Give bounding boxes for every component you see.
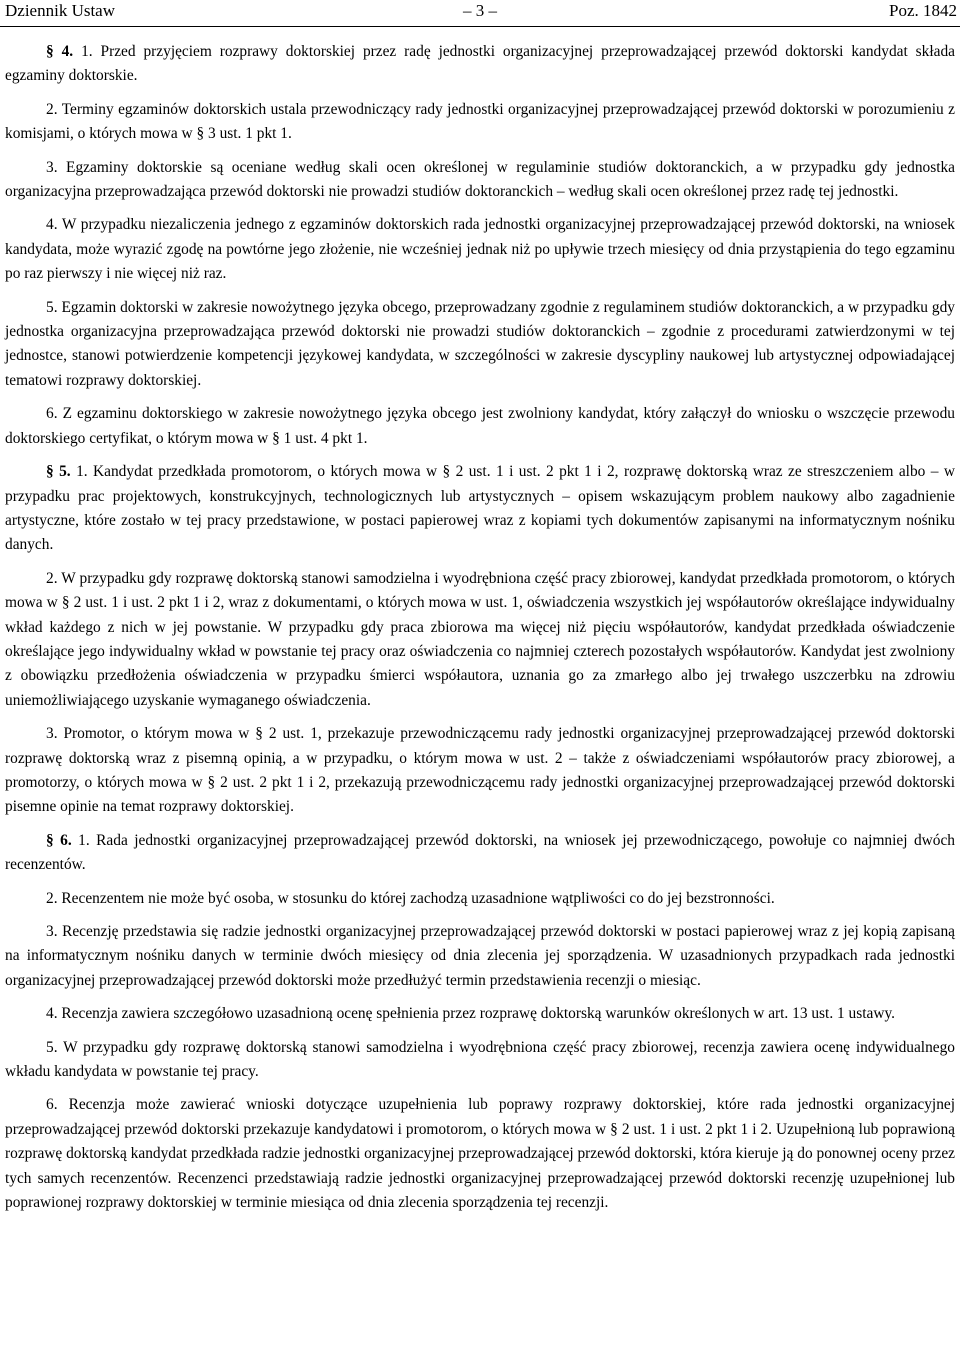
paragraph-text: 2. Terminy egzaminów doktorskich ustala przewodniczący rady jednostki organizacyjnej przeprowadzającej przewód doktorski w porozumieniu z komisjami, o których mowa w § 3 ust. 1 pkt 1.	[5, 100, 955, 143]
paragraph	[5, 1002, 955, 1026]
journal-title: Dziennik Ustaw	[5, 1, 116, 20]
paragraph	[5, 920, 955, 993]
paragraph-text: 6. Recenzja może zawierać wnioski dotyczące uzupełnienia lub poprawy rozprawy doktorskiej, które rada jednostki organizacyjnej przeprowadzającej przewód doktorski przekazuje kandydatowi i promotorom, o których mowa w § 2 ust. 1 i ust. 2 pkt 1 i 2. Uzupełnioną lub poprawioną rozprawę doktorską kandydat przedkłada radzie jednostki organizacyjnej przeprowadzającej przewód doktorski, która kieruje ją do ponownej oceny przez tych samych recenzentów. Recenzenci przedstawiają radzie jednostki organizacyjnej przeprowadzającej przewód doktorski recenzję uzupełnionej lub poprawionej rozprawy doktorskiej w terminie miesiąca od dnia zlecenia sporządzenia tej recenzji.	[5, 1096, 955, 1212]
paragraph-text: 3. Egzaminy doktorskie są oceniane według skali ocen określonej w regulaminie studiów doktoranckich, a w przypadku gdy jednostka organizacyjna przeprowadzająca przewód doktorski nie prowadzi studiów doktoranckich – według skali ocen określonej przez radę tej jednostki.	[5, 158, 955, 201]
paragraph	[5, 402, 955, 451]
paragraph-text: 2. Recenzentem nie może być osoba, w stosunku do której zachodzą uzasadnione wątpliwości co do jej bezstronności.	[46, 889, 775, 907]
paragraph	[5, 1093, 955, 1215]
paragraph	[5, 213, 955, 286]
page-number: – 3 –	[463, 1, 497, 20]
document-body	[5, 40, 955, 1224]
paragraph-text: 5. W przypadku gdy rozprawę doktorską stanowi samodzielna i wyodrębniona część pracy zbiorowej, recenzja zawiera ocenę indywidualnego wkładu kandydata w powstanie tej pracy.	[5, 1038, 955, 1081]
paragraph-text: 1. Rada jednostki organizacyjnej przeprowadzającej przewód doktorski, na wniosek jej przewodniczącego, powołuje co najmniej dwóch recenzentów.	[5, 831, 955, 874]
paragraph	[5, 722, 955, 820]
paragraph	[5, 567, 955, 713]
section-number: § 5.	[46, 463, 71, 481]
paragraph	[5, 1036, 955, 1085]
paragraph-text: 6. Z egzaminu doktorskiego w zakresie nowożytnego języka obcego jest zwolniony kandydat, który załączył do wniosku o wszczęcie przewodu doktorskiego certyfikat, o którym mowa w § 1 ust. 4 pkt 1.	[5, 405, 955, 447]
paragraph	[5, 829, 955, 878]
position-number: Poz. 1842	[889, 1, 957, 20]
paragraph	[5, 156, 955, 205]
paragraph	[5, 296, 955, 394]
paragraph	[5, 98, 955, 147]
paragraph	[5, 460, 955, 558]
paragraph	[5, 40, 955, 89]
paragraph-text: 5. Egzamin doktorski w zakresie nowożytnego języka obcego, przeprowadzany zgodnie z regulaminem studiów doktoranckich, a w przypadku gdy jednostka organizacyjna przeprowadzająca przewód doktorski nie prowadzi studiów doktoranckich – zgodnie z procedurami zatwierdzonymi w tej jednostce, stanowi potwierdzenie kompetencji językowej kandydata, w szczególności w zakresie dyscypliny naukowej lub artystycznej odpowiadającej tematowi rozprawy doktorskiej.	[5, 298, 955, 389]
paragraph-text: 4. Recenzja zawiera szczegółowo uzasadnioną ocenę spełnienia przez rozprawę doktorską warunków określonych w art. 13 ust. 1 ustawy.	[46, 1005, 896, 1023]
paragraph-text: 2. W przypadku gdy rozprawę doktorską stanowi samodzielna i wyodrębniona część pracy zbiorowej, kandydat przedkłada promotorom, o których mowa w § 2 ust. 1 i ust. 2 pkt 1 i 2, wraz z dokumentami, o których mowa w ust. 1, oświadczenia wszystkich jej współautorów określające indywidualny wkład każdego z nich w jej powstanie. W przypadku gdy praca zbiorowa ma więcej niż pięciu współautorów, kandydat przedkłada oświadczenie określające jego indywidualny wkład w powstanie tej pracy oraz oświadczenia co najmniej czterech pozostałych współautorów. Kandydat jest zwolniony z obowiązku przedłożenia oświadczenia w przypadku śmierci współautora, uznania go za zmarłego albo jej trwałego uszczerbku na zdrowiu uniemożliwiającego uzyskanie wymaganego oświadczenia.	[5, 569, 955, 709]
page-header	[0, 0, 960, 27]
section-number: § 6.	[46, 831, 72, 849]
section-number: § 4.	[46, 43, 74, 60]
paragraph-text: 4. W przypadku niezaliczenia jednego z egzaminów doktorskich rada jednostki organizacyjnej przeprowadzającej przewód doktorski, na wniosek kandydata, może wyrazić zgodę na powtórne jego złożenie, nie wcześniej jednak niż po upływie trzech miesięcy od dnia przystąpienia do tego egzaminu po raz pierwszy i nie więcej niż raz.	[5, 216, 955, 283]
paragraph-text: 3. Promotor, o którym mowa w § 2 ust. 1, przekazuje przewodniczącemu rady jednostki organizacyjnej przeprowadzającej przewód doktorski rozprawę doktorską wraz z pisemną opinią, a w przypadku, o którym mowa w ust. 2 – także z oświadczeniami współautorów pracy zbiorowej, a promotorzy, o których mowa w § 2 ust. 2 pkt 1 i 2, przekazują przewodniczącemu rady jednostki organizacyjnej przeprowadzającej przewód doktorski pisemne opinie na temat rozprawy doktorskiej.	[5, 725, 955, 816]
paragraph-text: 3. Recenzję przedstawia się radzie jednostki organizacyjnej przeprowadzającej przewód doktorski w postaci papierowej wraz z jej kopią zapisaną na informatycznym nośniku danych w terminie dwóch miesięcy od dnia zlecenia jej sporządzenia. W uzasadnionych przypadkach rada jednostki organizacyjnej przeprowadzającej przewód doktorski może przedłużyć termin przedstawienia recenzji o miesiąc.	[5, 923, 955, 989]
paragraph-text: 1. Kandydat przedkłada promotorom, o których mowa w § 2 ust. 1 i ust. 2 pkt 1 i 2, rozprawę doktorską wraz ze streszczeniem albo – w przypadku prac projektowych, konstrukcyjnych, technologicznych lub artystycznych – opisem wskazującym problem naukowy albo zagadnienie artystyczne, które zostało w tej pracy przedstawione, w postaci papierowej wraz z kopiami tych dokumentów zapisanymi na informatycznym nośniku danych.	[5, 463, 955, 554]
paragraph-text: 1. Przed przyjęciem rozprawy doktorskiej przez radę jednostki organizacyjnej przeprowadzającej przewód doktorski kandydat składa egzaminy doktorskie.	[5, 43, 955, 85]
paragraph	[5, 887, 955, 911]
